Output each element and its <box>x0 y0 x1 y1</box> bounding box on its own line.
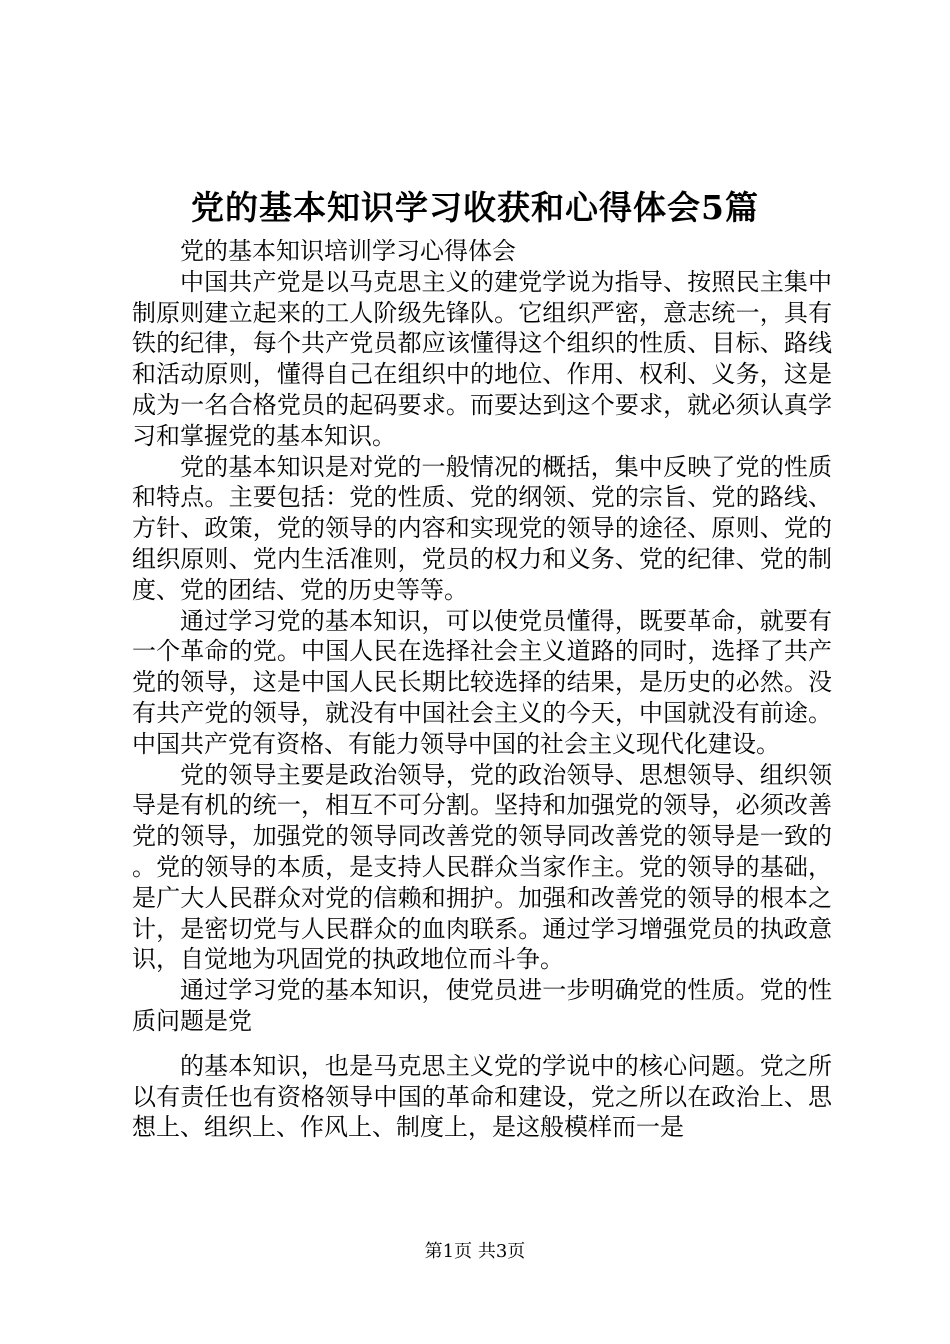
paragraph-6: 的基本知识，也是马克思主义党的学说中的核心问题。党之所以有责任也有资格领导中国的革命和建设，党之所以在政治上、思想上、组织上、作风上、制度上，是这般模样而一是 <box>132 1051 832 1142</box>
paragraph-2: 党的基本知识是对党的一般情况的概括，集中反映了党的性质和特点。主要包括：党的性质、党的纲领、党的宗旨、党的路线、方针、政策，党的领导的内容和实现党的领导的途径、原则、党的组织原则、党内生活准则，党员的权力和义务、党的纪律、党的制度、党的团结、党的历史等等。 <box>132 452 832 604</box>
document-body <box>132 236 832 1143</box>
section-heading: 党的基本知识培训学习心得体会 <box>180 237 516 265</box>
paragraph-4: 党的领导主要是政治领导，党的政治领导、思想领导、组织领导是有机的统一，相互不可分割。坚持和加强党的领导，必须改善党的领导，加强党的领导同改善党的领导同改善党的领导是一致的。党的领导的本质，是支持人民群众当家作主。党的领导的基础，是广大人民群众对党的信赖和拥护。加强和改善党的领导的根本之计，是密切党与人民群众的血肉联系。通过学习增强党员的执政意识，自觉地为巩固党的执政地位而斗争。 <box>132 760 832 974</box>
page-footer: 第1页 共3页 <box>424 1241 526 1262</box>
paragraph-5: 通过学习党的基本知识，使党员进一步明确党的性质。党的性质问题是党 <box>132 976 832 1035</box>
document-title: 党的基本知识学习收获和心得体会5篇 <box>191 188 759 227</box>
paragraph-1: 中国共产党是以马克思主义的建党学说为指导、按照民主集中制原则建立起来的工人阶级先锋队。它组织严密，意志统一，具有铁的纪律，每个共产党员都应该懂得这个组织的性质、目标、路线和活动原则，懂得自己在组织中的地位、作用、权利、义务，这是成为一名合格党员的起码要求。而要达到这个要求，就必须认真学习和掌握党的基本知识。 <box>132 267 832 450</box>
paragraph-3: 通过学习党的基本知识，可以使党员懂得，既要革命，就要有一个革命的党。中国人民在选择社会主义道路的同时，选择了共产党的领导，这是中国人民长期比较选择的结果，是历史的必然。没有共产党的领导，就没有中国社会主义的今天，中国就没有前途。中国共产党有资格、有能力领导中国的社会主义现代化建设。 <box>132 606 832 758</box>
